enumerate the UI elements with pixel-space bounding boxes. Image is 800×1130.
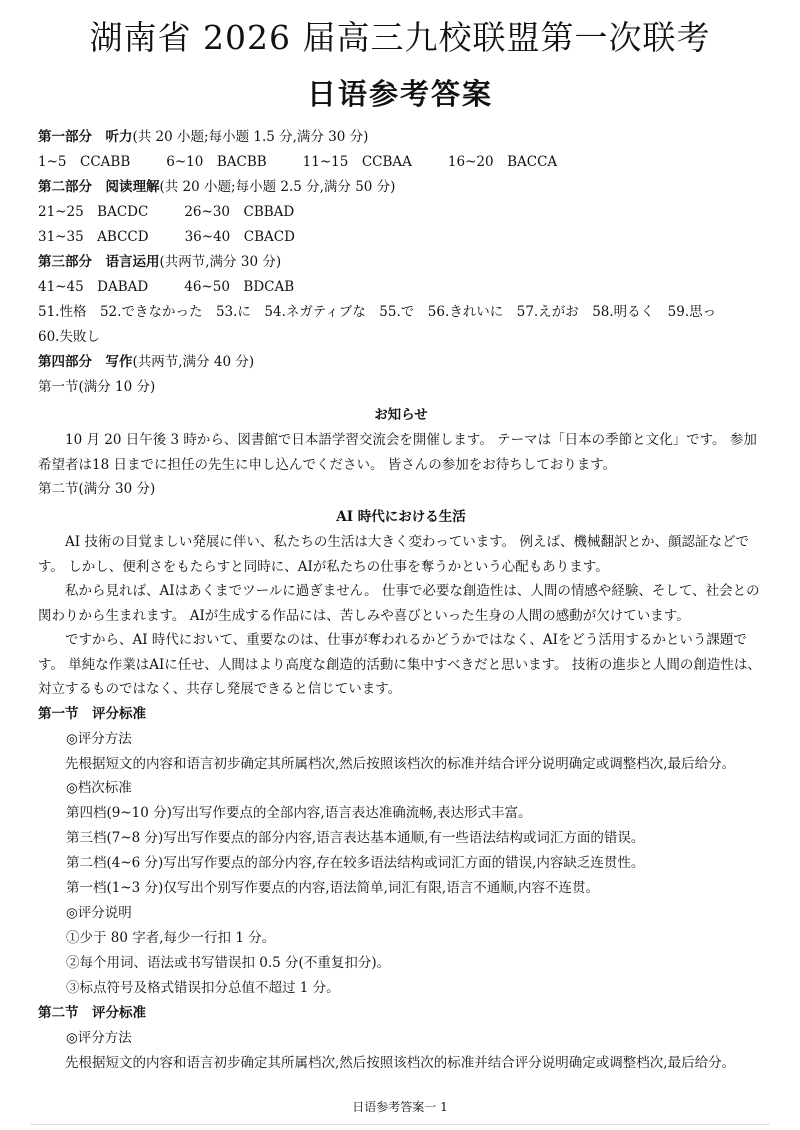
notice-title: お知らせ	[374, 407, 428, 423]
answer-group: 21~25 BACDC	[38, 204, 149, 220]
part4-header	[38, 350, 764, 375]
part2-note: (共 20 小题;每小题 2.5 分,满分 50 分)	[159, 179, 396, 195]
part2-answers-row2	[38, 225, 764, 250]
footer-divider	[30, 1124, 770, 1125]
answer-content	[38, 125, 764, 1076]
grading1-heading: 第一节 评分标准	[38, 705, 146, 722]
grading1-notes-label: ◎评分说明	[66, 905, 132, 921]
grading-level: 第三档(7~8 分)写出写作要点的部分内容,语言表达基本通顺,有一些语法结构或词汇方面的错误。	[66, 830, 645, 846]
answer-group: 11~15 CCBAA	[302, 154, 412, 170]
answer-group: 36~40 CBACD	[184, 229, 295, 245]
grading1-levels-label: ◎档次标准	[66, 780, 132, 796]
answer-group: 31~35 ABCCD	[38, 229, 149, 245]
part4-note: (共两节,满分 40 分)	[132, 354, 255, 370]
part4-section1-label: 第一节(满分 10 分)	[38, 379, 156, 395]
grading-note: ②每个用词、语法或书写错误扣 0.5 分(不重复扣分)。	[66, 955, 391, 971]
grading-note: ①少于 80 字者,每少一行扣 1 分。	[66, 930, 276, 946]
part4-section2-label: 第二节(满分 30 分)	[38, 481, 156, 497]
part3-fill-answers-2: 60.失敗し	[38, 329, 100, 345]
part3-answers-row1	[38, 275, 764, 300]
answer-group: 16~20 BACCA	[447, 154, 558, 170]
document-title: 湖南省 2026 届高三九校联盟第一次联考	[89, 18, 711, 57]
part1-note: (共 20 小题;每小题 1.5 分,满分 30 分)	[132, 129, 369, 145]
part1-heading: 第一部分 听力	[38, 129, 133, 145]
document-subtitle: 日语参考答案	[306, 77, 493, 111]
grading2-heading: 第二节 评分标准	[38, 1005, 146, 1021]
answer-group: 1~5 CCABB	[38, 154, 131, 170]
grading-level: 第一档(1~3 分)仅写出个别写作要点的内容,语法简单,词汇有限,语言不通顺,内容不连贯。	[66, 880, 599, 896]
answer-group: 46~50 BDCAB	[184, 279, 295, 295]
essay-title: AI 時代における生活	[336, 509, 466, 525]
answer-group: 26~30 CBBAD	[184, 204, 295, 220]
grading-level: 第四档(9~10 分)写出写作要点的全部内容,语言表达准确流畅,表达形式丰富。	[66, 805, 532, 821]
essay-paragraph: 私から見れば、AIはあくまでツールに過ぎません。 仕事で必要な創造性は、人間の情感や経験、そして、社会との関わりから生まれます。 AIが生成する作品には、苦しみや喜びといった生身の人間の感動が欠けています。	[38, 583, 760, 624]
essay-paragraph: AI 技術の目覚ましい発展に伴い、私たちの生活は大きく変わっています。 例えば、機械翻訳とか、顔認証などです。 しかし、便利さをもたらすと同時に、AIが私たちの仕事を奪うかという心配もあります。	[38, 534, 749, 575]
grading-level: 第二档(4~6 分)写出写作要点的部分内容,存在较多语法结构或词汇方面的错误,内容缺乏连贯性。	[66, 855, 645, 871]
grading2-method-text: 先根据短文的内容和语言初步确定其所属档次,然后按照该档次的标准并结合评分说明确定或调整档次,最后给分。	[65, 1055, 736, 1071]
part3-note: (共两节,满分 30 分)	[159, 254, 282, 270]
grading1-method-label: ◎评分方法	[66, 730, 132, 747]
grading2-method-label: ◎评分方法	[66, 1030, 132, 1046]
part3-fill-answers-1: 51.性格 52.できなかった 53.に 54.ネガティブな 55.で 56.きれいに 57.えがお 58.明るく 59.思っ	[38, 304, 717, 320]
grading1-method-text: 先根据短文的内容和语言初步确定其所属档次,然后按照该档次的标准并结合评分说明确定或调整档次,最后给分。	[65, 755, 736, 772]
part1-answers	[38, 150, 764, 175]
notice-body: 10 月 20 日午後 3 時から、図書館で日本語学習交流会を開催します。 テーマは「日本の季節と文化」です。 参加希望者は18 日までに担任の先生に申し込んでください。 皆さんの参加をお待ちしております。	[38, 432, 757, 473]
part4-heading: 第四部分 写作	[38, 354, 133, 370]
part3-heading: 第三部分 语言运用	[38, 254, 160, 270]
part2-header	[38, 175, 764, 200]
part3-header	[38, 250, 764, 275]
answer-group: 6~10 BACBB	[166, 154, 267, 170]
part2-answers-row1	[38, 200, 764, 225]
part2-heading: 第二部分 阅读理解	[38, 179, 160, 195]
grading-note: ③标点符号及格式错误扣分总值不超过 1 分。	[66, 980, 340, 996]
page-footer: 日语参考答案一 1	[352, 1100, 448, 1114]
essay-paragraph: ですから、AI 時代において、重要なのは、仕事が奪われるかどうかではなく、AIをどう活用するかという課題です。 単純な作業はAIに任せ、人間はより高度な創造的活動に集中すべきだと思います。 技術の進歩と人間の創造性は、対立するものではなく、共存し発展できると信じています。	[38, 632, 761, 697]
part1-header	[38, 125, 764, 150]
answer-group: 41~45 DABAD	[38, 279, 149, 295]
